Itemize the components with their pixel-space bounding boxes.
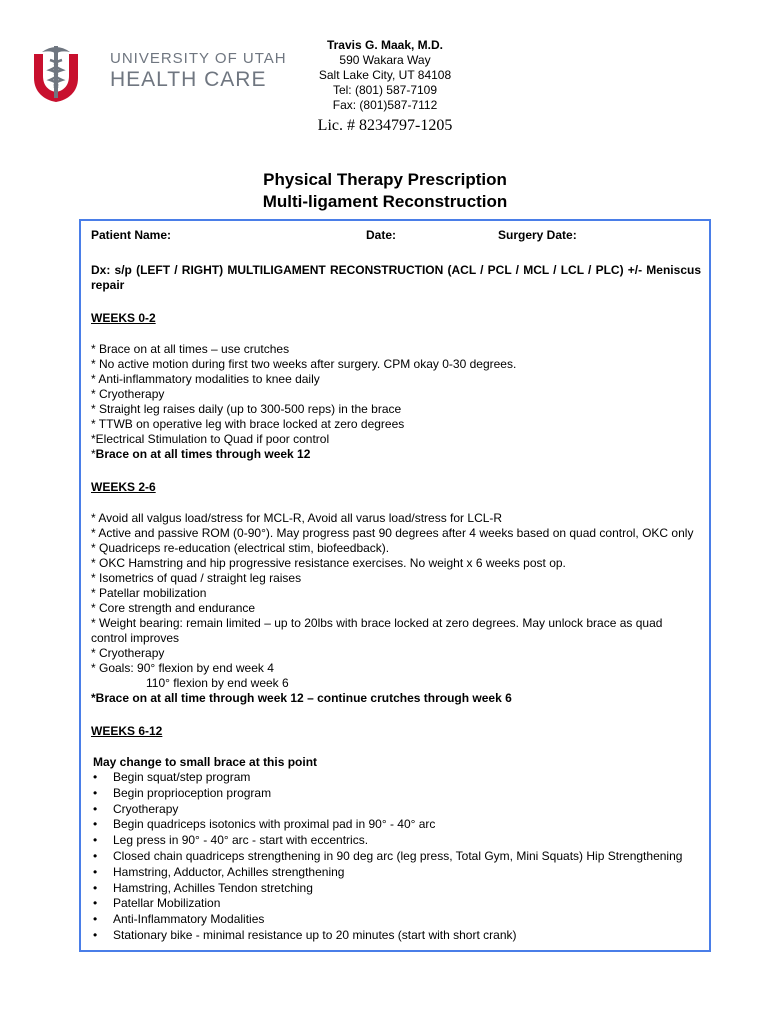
doctor-contact-block (280, 38, 490, 136)
list-item: • Begin quadriceps isotonics with proximal pad in 90° - 40° arc (91, 817, 701, 833)
document-title: Physical Therapy Prescription (263, 170, 507, 189)
list-item: • Hamstring, Achilles Tendon stretching (91, 881, 701, 897)
list-item: * Avoid all valgus load/stress for MCL-R, Avoid all varus load/stress for LCL-R (91, 511, 503, 525)
list-item: • Stationary bike - minimal resistance up to 20 minutes (start with short crank) (91, 928, 701, 944)
list-item: * Straight leg raises daily (up to 300-500 reps) in the brace (91, 402, 402, 416)
logo-line-2: HEALTH CARE (110, 68, 267, 91)
doctor-license: Lic. # 8234797-1205 (317, 117, 453, 134)
list-item: * TTWB on operative leg with brace locked at zero degrees (91, 417, 405, 431)
weeks-0-2-heading: WEEKS 0-2 (91, 311, 156, 325)
diagnosis-line: Dx: s/p (LEFT / RIGHT) MULTILIGAMENT RECONSTRUCTION (ACL / PCL / MCL / LCL / PLC) +/- Meniscus repair (91, 263, 701, 292)
surgery-date-field[interactable]: Surgery Date: (498, 228, 577, 242)
list-item (91, 447, 701, 462)
patient-name-field[interactable]: Patient Name: (91, 228, 172, 242)
list-item: • Hamstring, Adductor, Achilles strengthening (91, 865, 701, 881)
prescription-content (91, 228, 701, 944)
list-item: • Patellar Mobilization (91, 896, 701, 912)
list-item: * Cryotherapy (91, 646, 165, 660)
university-logo (28, 44, 287, 104)
list-item: * Goals: 90° flexion by end week 4 (91, 661, 274, 675)
brace-note: Brace on at all times through week 12 (95, 447, 311, 461)
list-item: • Leg press in 90° - 40° arc - start with eccentrics. (91, 833, 701, 849)
brace-note: *Brace on at all time through week 12 – continue crutches through week 6 (91, 691, 512, 705)
list-prefix: * (91, 447, 96, 461)
list-item: • Closed chain quadriceps strengthening in 90 deg arc (leg press, Total Gym, Mini Squats) Hip Strengthening (91, 849, 701, 865)
prescription-form (79, 219, 711, 952)
doctor-tel: Tel: (801) 587-7109 (332, 83, 438, 97)
list-item: *Electrical Stimulation to Quad if poor control (91, 432, 330, 446)
list-item: * OKC Hamstring and hip progressive resistance exercises. No weight x 6 weeks post op. (91, 556, 566, 570)
list-item: * Core strength and endurance (91, 601, 256, 615)
doctor-name: Travis G. Maak, M.D. (326, 38, 444, 52)
logo-line-1: UNIVERSITY OF UTAH (110, 50, 287, 67)
date-field[interactable]: Date: (366, 228, 397, 242)
list-item: * Patellar mobilization (91, 586, 207, 600)
weeks-2-6-list (91, 511, 701, 706)
doctor-city: Salt Lake City, UT 84108 (318, 68, 452, 82)
list-item: • Begin proprioception program (91, 786, 701, 802)
doctor-address: 590 Wakara Way (339, 53, 431, 67)
weeks-6-12-subhead: May change to small brace at this point (93, 755, 318, 769)
weeks-0-2-list (91, 342, 701, 462)
list-item: * Weight bearing: remain limited – up to 20lbs with brace locked at zero degrees. May unlock brace as quad control improves (91, 616, 663, 645)
list-item: * Cryotherapy (91, 387, 165, 401)
caduceus-shield-icon (28, 44, 100, 104)
logo-wordmark (110, 50, 287, 92)
list-item: 110° flexion by end week 6 (146, 676, 289, 690)
weeks-2-6-heading: WEEKS 2-6 (91, 480, 156, 494)
list-item: * Brace on at all times – use crutches (91, 342, 290, 356)
list-item: • Anti-Inflammatory Modalities (91, 912, 701, 928)
patient-info-row (91, 228, 701, 248)
weeks-6-12-heading: WEEKS 6-12 (91, 724, 163, 738)
list-item: * Active and passive ROM (0-90°). May progress past 90 degrees after 4 weeks based on quad control, OKC only (91, 526, 694, 540)
list-item: * Isometrics of quad / straight leg raises (91, 571, 302, 585)
list-item: * Quadriceps re-education (electrical stim, biofeedback). (91, 541, 390, 555)
list-item: * No active motion during first two weeks after surgery. CPM okay 0-30 degrees. (91, 357, 517, 371)
document-subtitle: Multi-ligament Reconstruction (262, 192, 508, 211)
list-item: • Cryotherapy (91, 802, 701, 818)
weeks-6-12-list (91, 770, 701, 944)
list-item: * Anti-inflammatory modalities to knee daily (91, 372, 320, 386)
doctor-fax: Fax: (801)587-7112 (332, 98, 438, 112)
list-item: • Begin squat/step program (91, 770, 701, 786)
